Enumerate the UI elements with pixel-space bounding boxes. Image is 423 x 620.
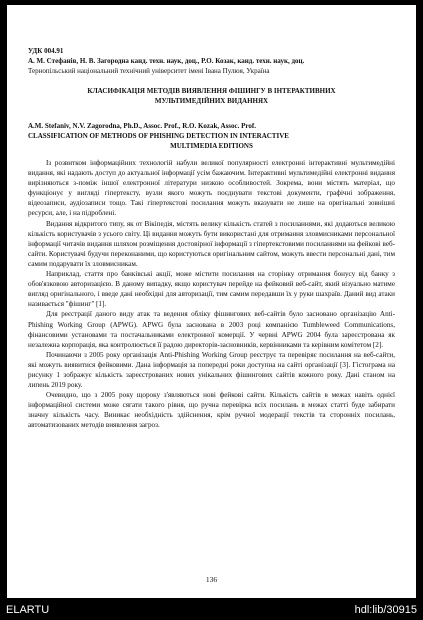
title-en-line2: MULTIMEDIA EDITIONS: [170, 142, 253, 150]
page-number: 136: [205, 575, 218, 584]
footer-left-label: ELARTU: [6, 604, 50, 616]
affiliation-ua: Тернопільський національний технічний університет імені Івана Пулюя, Україна: [28, 67, 270, 75]
title-ua-line1: КЛАСИФІКАЦІЯ МЕТОДІВ ВИЯВЛЕННЯ ФІШИНГУ В ІНТЕРАКТИВНИХ: [87, 87, 336, 95]
paragraph-1: Із розвитком інформаційних технологій набули великої популярності електронні інтерактивні мультимедійні видання, які надають доступ до актуальної інформації усім бажаючим. Інтерактивні мультимедійні електронні видання вирізняються з-поміж іншої електронної літератури низкою особливостей. Зокрема, вони містять матеріал, що функціонує у вигляді гіпертексту, вузли якого можуть поєднувати текстові документи, графічні зображення, відеозаписи, аудіозаписи тощо. Такі гіпертекстові посилання можуть вказувати не лише на оригінальні зовнішні ресурси, але, і на підроблені.: [28, 159, 395, 218]
udc-code: УДК 004.91: [28, 47, 64, 55]
footer-handle-link[interactable]: hdl:lib/30915: [354, 604, 417, 616]
paragraph-6: Очевидно, що з 2005 року щороку з'являються нові фейкові сайти. Кількість сайтів в межах навіть однієї інформаційної системи може сягати такого рівня, що ручна перевірка всіх посилань в межах статті буде забирати значну кількість часу. Виникає необхідність здійснення, крім ручної модерації текстів та сторонніх посилань, автоматизованих методів виявлення загроз.: [28, 391, 395, 430]
article-body: [28, 158, 395, 431]
authors-en: A.M. Stefaniv, N.V. Zagorodna, Ph.D., Assoc. Prof., R.O. Kozak, Assoc. Prof.: [28, 122, 256, 130]
paper-page: [7, 5, 416, 598]
paragraph-2: Видання відкритого типу, як от Вікіпедія, містять велику кількість статей з посиланнями, які додаються великою кількість користувачів з усього світу. Ці видання можуть бути використані для отримання зловмисниками персональної інформації читачів видання шляхом розміщення достовірної інформації з гіпертекстовими посиланнями на фейкові веб-сайти. Користувачі будучи переконаними, що користуються оригінальним сайтом, можуть ввести персональні дані, тим самим подарувати їх зловмисникам.: [28, 219, 395, 268]
authors-ua: А. М. Стефанів, Н. В. Загородна канд. техн. наук, доц., Р.О. Козак, канд. техн. наук, доц.: [28, 57, 305, 65]
title-ua-line2: МУЛЬТИМЕДІЙНИХ ВИДАННЯХ: [154, 97, 269, 105]
repository-footer: [0, 600, 423, 620]
paragraph-3: Наприклад, стаття про банківські акції, може містити посилання на сторінку отримання бонусу від банку з обов'язковою авторизацією. В даному випадку, якщо користувач перейде на фейковий веб-сайт, який візуально матиме вигляд оригінального, і введе дані необхідні для авторизації, тим самим передавши їх у руки шахраїв. Даний вид атаки називається "фішинг" [1].: [28, 270, 395, 309]
paragraph-4: Для реєстрації даного виду атак та ведення обліку фішингових веб-сайтів було засновано організацію Anti-Phishing Working Group (APWG). APWG була заснована в 2003 році компанією Tumbleweed Communications, фінансовими установами та постачальниками електронної комерції. У червні APWG 2004 була зареєстрована як незалежна корпорація, яка контролюється її радою директорів-засновників, кервінниками та керівним комітетом [2].: [28, 310, 395, 349]
paragraph-5: Починаючи з 2005 року організація Anti-Phishing Working Group реєструє та перевіряє посилання на веб-сайти, які можуть виявитися фейковими. Дана інформація за попередні роки доступна на сайті організації [3]. Гістограма на рисунку 1 зображує кількість зареєстрованих нових унікальних фішингових сайтів кожного року. Дані станом на липень 2019 року.: [28, 350, 395, 390]
title-en-line1: CLASSIFICATION OF METHODS OF PHISHING DETECTION IN INTERACTIVE: [28, 132, 289, 140]
